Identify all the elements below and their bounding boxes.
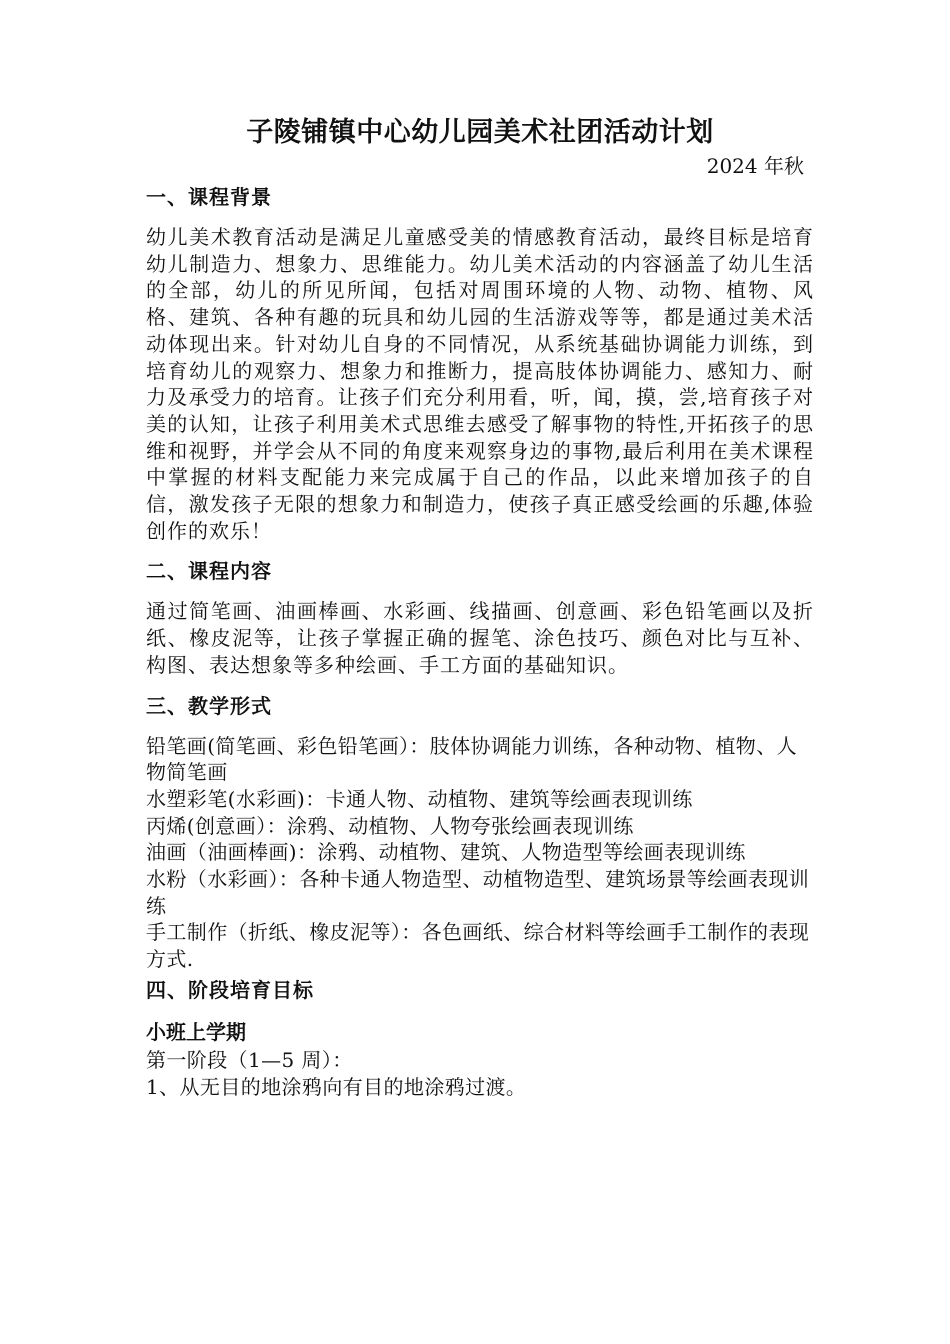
section-heading-goals: 四、阶段培育目标 xyxy=(146,977,314,1002)
teaching-form-line-5: 水粉（水彩画）：各种卡通人物造型、动植物造型、建筑场景等绘画表现训练 xyxy=(146,867,810,918)
teaching-form-line-3: 丙烯(创意画）：涂鸦、动植物、人物夸张绘画表现训练 xyxy=(146,813,634,838)
section-heading-teaching-form: 三、教学形式 xyxy=(146,693,272,718)
goal-item-1: 1、从无目的地涂鸦向有目的地涂鸦过渡。 xyxy=(146,1074,527,1099)
document-date: 2024 年秋 xyxy=(706,154,804,178)
section-heading-content: 二、课程内容 xyxy=(146,559,272,584)
document-page xyxy=(146,110,814,1100)
section-paragraph-content: 通过简笔画、油画棒画、水彩画、线描画、创意画、彩色铅笔画以及折纸、橡皮泥等，让孩子掌握正确的握笔、涂色技巧、颜色对比与互补、构图、表达想象等多种绘画、手工方面的基础知识。 xyxy=(146,599,814,677)
section-heading-background: 一、课程背景 xyxy=(146,185,272,209)
subheading-semester: 小班上学期 xyxy=(146,1019,246,1044)
stage-label: 第一阶段（1—5 周）： xyxy=(146,1047,353,1072)
document-title: 子陵铺镇中心幼儿园美术社团活动计划 xyxy=(246,117,714,148)
teaching-form-line-1: 铅笔画(简笔画、彩色铅笔画）：肢体协调能力训练，各种动物、植物、人物简笔画 xyxy=(146,733,798,785)
teaching-form-line-2: 水塑彩笔(水彩画)：卡通人物、动植物、建筑等绘画表现训练 xyxy=(146,786,693,811)
teaching-form-line-6: 手工制作（折纸、橡皮泥等）：各色画纸、综合材料等绘画手工制作的表现方式. xyxy=(146,920,810,972)
teaching-form-line-4: 油画（油画棒画)：涂鸦、动植物、建筑、人物造型等绘画表现训练 xyxy=(146,840,746,865)
section-paragraph-background: 幼儿美术教育活动是满足儿童感受美的情感教育活动，最终目标是培育幼儿制造力、想象力、思维能力。幼儿美术活动的内容涵盖了幼儿生活的全部，幼儿的所见所闻，包括对周围环境的人物、动物、植物、风格、建筑、各种有趣的玩具和幼儿园的生活游戏等等，都是通过美术活动体现出来。针对幼儿自身的不同情况，从系统基础协调能力训练，到培育幼儿的观察力、想象力和推断力，提高肢体协调能力、感知力、耐力及承受力的培育。让孩子们充分利用看，听，闻，摸，尝,培育孩子对美的认知，让孩子利用美术式思维去感受了解事物的特性,开拓孩子的思维和视野，并学会从不同的角度来观察身边的事物,最后利用在美术课程中掌握的材料支配能力来完成属于自己的作品，以此来增加孩子的自信，激发孩子无限的想象力和制造力，使孩子真正感受绘画的乐趣,体验创作的欢乐！ xyxy=(146,225,814,543)
